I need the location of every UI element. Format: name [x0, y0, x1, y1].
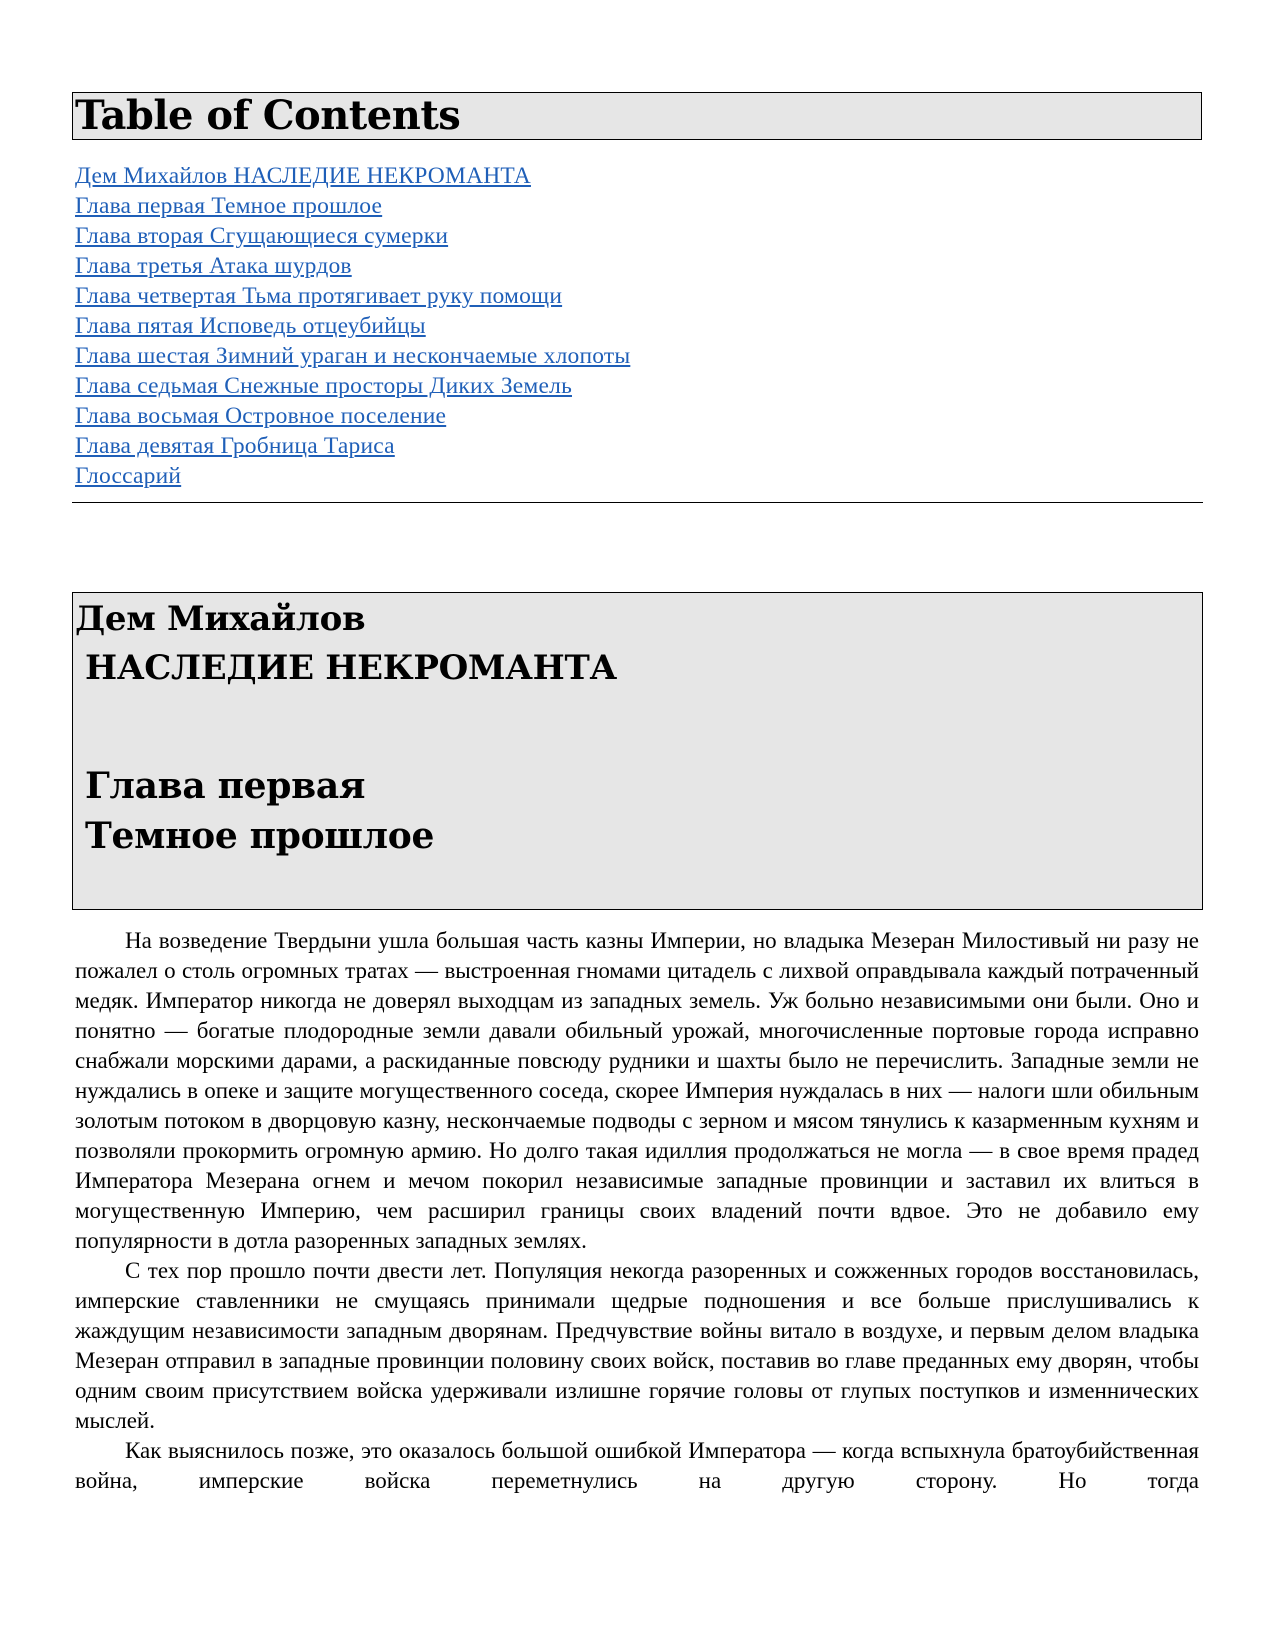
book-title: НАСЛЕДИЕ НЕКРОМАНТА: [85, 648, 617, 688]
toc-entry: [75, 341, 630, 371]
toc-link[interactable]: Глава первая Темное прошлое: [75, 193, 383, 219]
toc-heading: Table of Contents: [75, 92, 461, 139]
paragraph: Как выяснилось позже, это оказалось большой ошибкой Императора — когда вспыхнула братоубийственная война, имперские войска переметнулись на другую сторону. Но тогда: [75, 1438, 1199, 1493]
paragraph: С тех пор прошло почти двести лет. Популяция некогда разоренных и сожженных городов восстановилась, имперские ставленники не смущаясь принимали щедрые подношения и все больше прислушивались к жаждущим независимости западным дворянам. Предчувствие войны витало в воздухе, и первым делом владыка Мезеран отправил в западные провинции половину своих войск, поставив во главе преданных ему дворян, чтобы одним своим присутствием войска удерживали излишне горячие головы от глупых поступков и изменнических мыслей.: [75, 1258, 1199, 1433]
toc-entry: [75, 431, 630, 461]
toc-link[interactable]: Глава вторая Сгущающиеся сумерки: [75, 223, 449, 249]
toc-entry: [75, 221, 630, 251]
toc-entry: [75, 191, 630, 221]
toc-entry: [75, 281, 630, 311]
toc-list: [75, 161, 630, 491]
toc-link[interactable]: Глава пятая Исповедь отцеубийцы: [75, 313, 426, 339]
toc-heading-box: [72, 92, 1202, 140]
toc-entry: [75, 251, 630, 281]
chapter-number: Глава первая: [85, 765, 366, 807]
body-text: [75, 926, 1199, 1496]
toc-link[interactable]: Дем Михайлов НАСЛЕДИЕ НЕКРОМАНТА: [75, 163, 531, 189]
toc-entry: [75, 461, 630, 491]
paragraph: На возведение Твердыни ушла большая часть казны Империи, но владыка Мезеран Милостивый ни разу не пожалел о столь огромных тратах — выстроенная гномами цитадель с лихвой оправдывала каждый потраченный медяк. Император никогда не доверял выходцам из западных земель. Уж больно независимыми они были. Оно и понятно — богатые плодородные земли давали обильный урожай, многочисленные портовые города исправно снабжали морскими дарами, а раскиданные повсюду рудники и шахты было не перечислить. Западные земли не нуждались в опеке и защите могущественного соседа, скорее Империя нуждалась в них — налоги шли обильным золотым потоком в дворцовую казну, нескончаемые подводы с зерном и мясом тянулись к казарменным кухням и позволяли прокормить огромную армию. Но долго такая идиллия продолжаться не могла — в свое время прадед Императора Мезерана огнем и мечом покорил независимые западные провинции и заставил их влиться в могущественную Империю, чем расширил границы своих владений почти вдвое. Это не добавило ему популярности в дотла разоренных западных землях.: [75, 928, 1199, 1253]
toc-entry: [75, 161, 630, 191]
toc-link[interactable]: Глава седьмая Снежные просторы Диких Земель: [75, 373, 572, 399]
toc-entry: [75, 311, 630, 341]
section-divider: [72, 502, 1203, 503]
chapter-heading-box: [72, 592, 1203, 910]
author-name: Дем Михайлов: [75, 599, 366, 639]
toc-entry: [75, 401, 630, 431]
toc-entry: [75, 371, 630, 401]
toc-link[interactable]: Глоссарий: [75, 463, 182, 489]
chapter-title: Темное прошлое: [85, 815, 435, 857]
toc-link[interactable]: Глава четвертая Тьма протягивает руку помощи: [75, 283, 563, 309]
toc-link[interactable]: Глава восьмая Островное поселение: [75, 403, 447, 429]
toc-link[interactable]: Глава третья Атака шурдов: [75, 253, 352, 279]
toc-link[interactable]: Глава девятая Гробница Тариса: [75, 433, 395, 459]
toc-link[interactable]: Глава шестая Зимний ураган и нескончаемые хлопоты: [75, 343, 631, 369]
